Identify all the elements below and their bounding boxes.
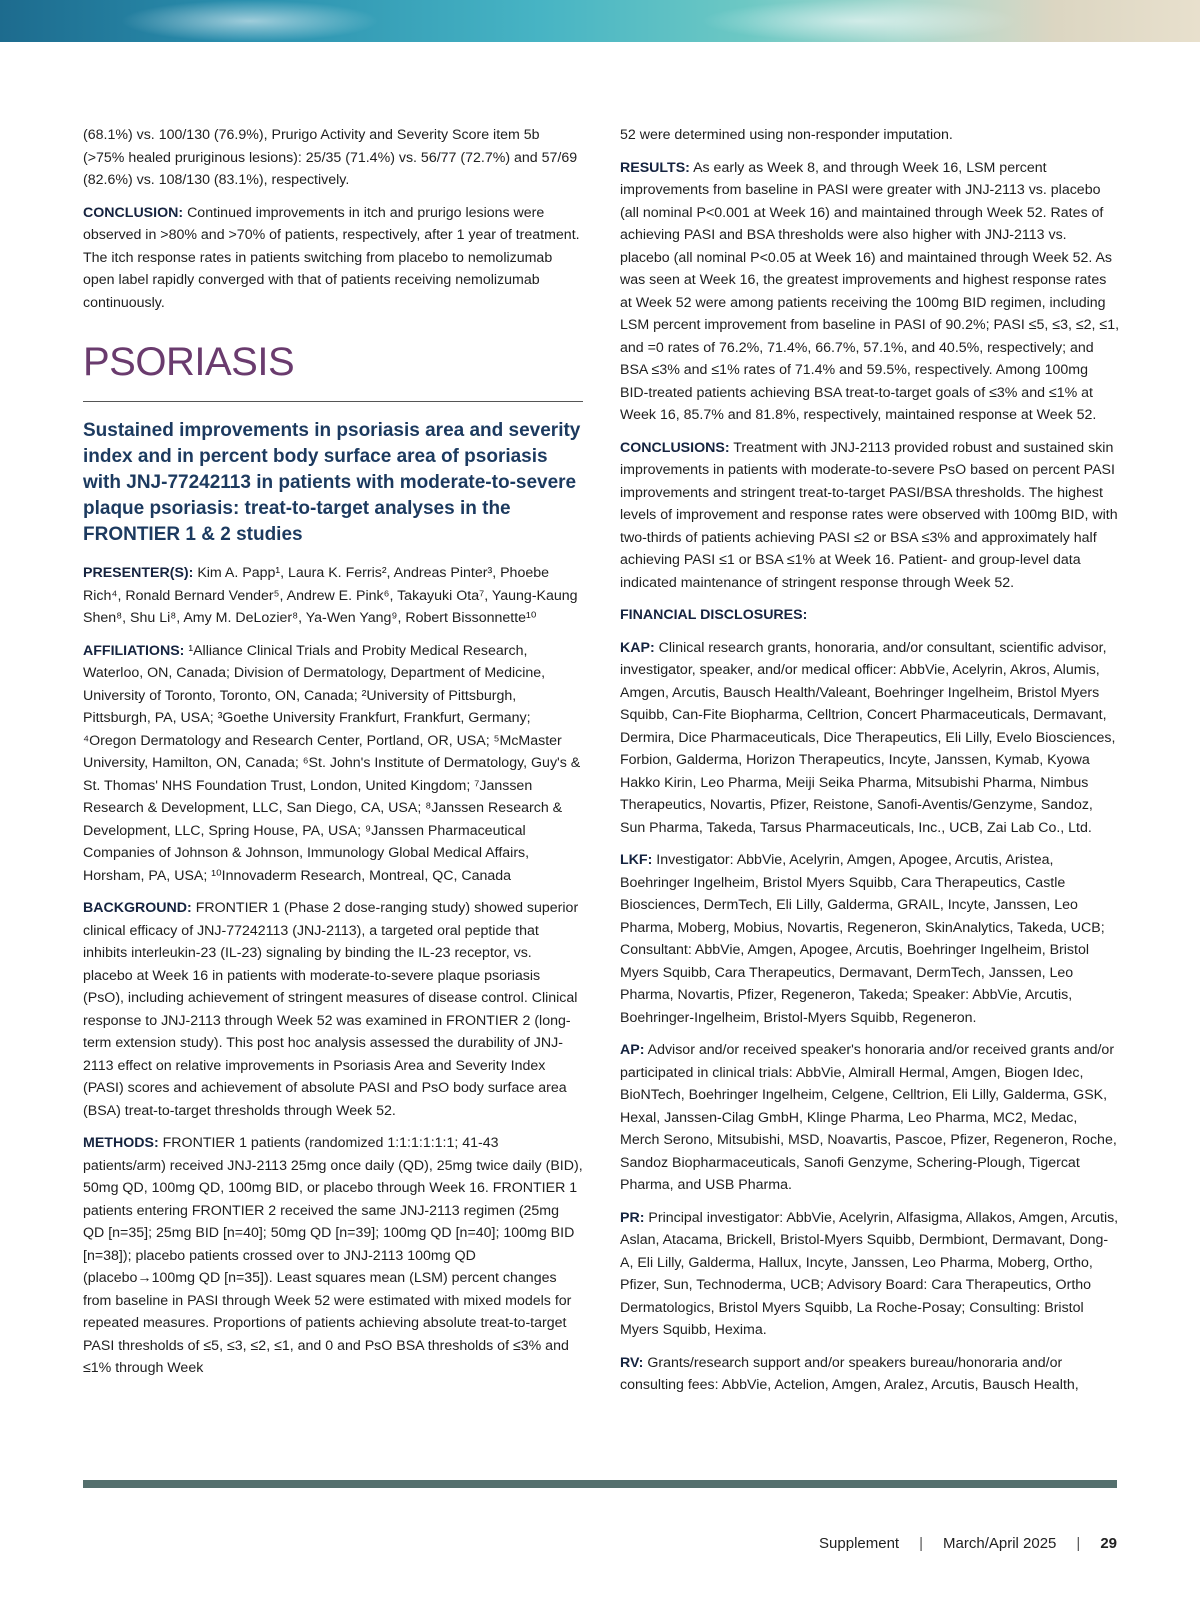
affiliations-paragraph: [83, 640, 583, 888]
methods-label: METHODS:: [83, 1135, 159, 1151]
results-paragraph: [620, 157, 1120, 427]
lkf-label: LKF:: [620, 852, 653, 868]
kap-text: Clinical research grants, honoraria, and/or consultant, scientific advisor, investigator, speaker, and/or medical officer: AbbVie, Acelyrin, Akros, Alumis, Amgen, Arcutis, Bausch Health/Valeant, Boehringer Ingelheim, Bristol Myers Squibb, Can-Fite Biopharma, Celltrion, Concert Pharmaceuticals, Dermavant, Dermira, Dice Pharmaceuticals, Dice Therapeutics, Eli Lilly, Evelo Biosciences, Forbion, Galderma, Horizon Therapeutics, Incyte, Janssen, Kymab, Kyowa Hakko Kirin, Leo Pharma, Meiji Seika Pharma, Mitsubishi Pharma, Nimbus Therapeutics, Novartis, Pfizer, Reistone, Sanofi-Aventis/Genzyme, Sandoz, Sun Pharma, Takeda, Tarsus Pharmaceuticals, Inc., UCB, Zai Lab Co., Ltd.: [620, 639, 1116, 836]
page-footer: [819, 1535, 1117, 1552]
ap-text: Advisor and/or received speaker's honoraria and/or received grants and/or participated in clinical trials: AbbVie, Almirall Hermal, Amgen, Biogen Idec, BioNTech, Boehringer Ingelheim, Celgene, Celltrion, Eli Lilly, Galderma, GSK, Hexal, Janssen-Cilag GmbH, Klinge Pharma, Leo Pharma, MC2, Medac, Merch Serono, Mitsubishi, MSD, Noavartis, Pascoe, Pfizer, Regeneron, Roche, Sandoz Biopharmaceuticals, Sanofi Genzyme, Schering-Plough, Tigercat Pharma, and USB Pharma.: [620, 1042, 1117, 1193]
affiliations-label: AFFILIATIONS:: [83, 642, 185, 659]
conclusions-label: CONCLUSIONS:: [620, 439, 730, 456]
presenters-label: PRESENTER(S):: [83, 565, 194, 581]
section-divider: [83, 401, 583, 402]
ap-label: AP:: [620, 1042, 645, 1058]
results-label: RESULTS:: [620, 159, 690, 176]
lkf-disclosure: [620, 849, 1120, 1029]
pr-text: Principal investigator: AbbVie, Acelyrin, Alfasigma, Allakos, Amgen, Arcutis, Aslan, Atacama, Brickell, Bristol-Myers Squibb, Dermbiont, Dermavant, Dong-A, Eli Lilly, Galderma, Hallux, Incyte, Janssen, Leo Pharma, Moberg, Ortho, Pfizer, Sun, Technoderma, UCB; Advisory Board: Cara Therapeutics, Ortho Dermatologics, Bristol Myers Squibb, La Roche-Posay; Consulting: Bristol Myers Squibb, Hexima.: [620, 1209, 1119, 1338]
article-title: Sustained improvements in psoriasis area and severity index and in percent body surface area of psoriasis with JNJ-77242113 in patients with moderate-to-severe plaque psoriasis: treat-to-target analyses in the FRONTIER 1 & 2 studies: [83, 420, 581, 545]
presenters-paragraph: [83, 562, 583, 630]
rv-text: Grants/research support and/or speakers bureau/honoraria and/or consulting fees: AbbVie, Actelion, Amgen, Aralez, Arcutis, Bausch Health,: [620, 1354, 1079, 1393]
background-text: FRONTIER 1 (Phase 2 dose-ranging study) showed superior clinical efficacy of JNJ-77242113 (JNJ-2113), a targeted oral peptide that inhibits interleukin-23 (IL-23) signaling by binding the IL-23 receptor, vs. placebo at Week 16 in patients with moderate-to-severe plaque psoriasis (PsO), including achievement of stringent measures of disease control. Clinical response to JNJ-2113 through Week 52 was examined in FRONTIER 2 (long-term extension study). This post hoc analysis assessed the durability of JNJ-2113 effect on relative improvements in Psoriasis Area and Severity Index (PASI) scores and achievement of absolute PASI and PsO body surface area (BSA) treat-to-target thresholds through Week 52.: [83, 900, 579, 1119]
affiliations-text: ¹Alliance Clinical Trials and Probity Medical Research, Waterloo, ON, Canada; Division of Dermatology, Department of Medicine, University of Toronto, Toronto, ON, Canada; ²University of Pittsburgh, Pittsburgh, PA, USA; ³Goethe University Frankfurt, Frankfurt, Germany; ⁴Oregon Dermatology and Research Center, Portland, OR, USA; ⁵McMaster University, Hamilton, ON, Canada; ⁶St. John's Institute of Dermatology, Guy's & St. Thomas' NHS Foundation Trust, London, United Kingdom; ⁷Janssen Research & Development, LLC, San Diego, CA, USA; ⁸Janssen Research & Development, LLC, Spring House, PA, USA; ⁹Janssen Pharmaceutical Companies of Johnson & Johnson, Immunology Global Medical Affairs, Horsham, PA, USA; ¹⁰Innovaderm Research, Montreal, QC, Canada: [83, 642, 581, 884]
ap-disclosure: [620, 1039, 1120, 1197]
banner-wave-foam: [120, 0, 380, 42]
header-ocean-banner: [0, 0, 1200, 42]
banner-wave-foam: [700, 0, 1020, 42]
presenters-text: Kim A. Papp¹, Laura K. Ferris², Andreas Pinter³, Phoebe Rich⁴, Ronald Bernard Vender⁵, Andrew E. Pink⁶, Takayuki Ota⁷, Yaung-Kaung Shen⁸, Shu Li⁸, Amy M. DeLozier⁸, Ya-Wen Yang⁹, Robert Bissonnette¹⁰: [83, 565, 578, 626]
conclusions-text: Treatment with JNJ-2113 provided robust and sustained skin improvements in patients with moderate-to-severe PsO based on percent PASI improvements and stringent treat-to-target PASI/BSA thresholds. The highest levels of improvement and response rates were observed with 100mg BID, with two-thirds of patients achieving PASI ≤2 or BSA ≤3% and approximately half achieving PASI ≤1 or BSA ≤1% at Week 16. Patient- and group-level data indicated maintenance of stringent response through Week 52.: [620, 439, 1118, 591]
page-number: 29: [1100, 1535, 1117, 1552]
background-label: BACKGROUND:: [83, 900, 192, 916]
background-paragraph: [83, 897, 583, 1122]
kap-label: KAP:: [620, 639, 655, 656]
footer-separator: |: [919, 1535, 924, 1552]
footer-issue: March/April 2025: [943, 1535, 1057, 1552]
rv-label: RV:: [620, 1354, 644, 1371]
conclusion-paragraph: [83, 202, 583, 315]
kap-disclosure: [620, 637, 1120, 840]
results-text: As early as Week 8, and through Week 16, LSM percent improvements from baseline in PASI were greater with JNJ-2113 vs. placebo (all nominal P<0.001 at Week 16) and maintained through Week 52. Rates of achieving PASI and BSA thresholds were also higher with JNJ-2113 vs. placebo (all nominal P<0.05 at Week 16) and maintained through Week 52. As was seen at Week 16, the greatest improvements and highest response rates at Week 52 were among patients receiving the 100mg BID regimen, including LSM percent improvement from baseline in PASI of 90.2%; PASI ≤5, ≤3, ≤2, ≤1, and =0 rates of 76.2%, 71.4%, 66.7%, 57.1%, and 40.5%, respectively; and BSA ≤3% and ≤1% rates of 71.4% and 59.5%, respectively. Among 100mg BID-treated patients achieving BSA treat-to-target goals of ≤3% and ≤1% at Week 16, 85.7% and 81.8%, respectively, maintained response at Week 52.: [620, 159, 1120, 423]
right-column: [620, 124, 1120, 1407]
methods-text: FRONTIER 1 patients (randomized 1:1:1:1:1:1; 41-43 patients/arm) received JNJ-2113 25mg once daily (QD), 25mg twice daily (BID), 50mg QD, 100mg QD, 100mg BID, or placebo through Week 16. FRONTIER 1 patients entering FRONTIER 2 received the same JNJ-2113 regimen (25mg QD [n=35]; 25mg BID [n=40]; 50mg QD [n=39]; 100mg QD [n=40]; 100mg BID [n=38]); placebo patients crossed over to JNJ-2113 100mg QD (placebo→100mg QD [n=35]). Least squares mean (LSM) percent changes from baseline in PASI through Week 52 were estimated with mixed models for repeated measures. Proportions of patients achieving absolute treat-to-target PASI thresholds of ≤5, ≤3, ≤2, ≤1, and 0 and PsO BSA thresholds of ≤3% and ≤1% through Week: [83, 1135, 583, 1376]
footer-rule: [83, 1480, 1117, 1488]
lkf-text: Investigator: AbbVie, Acelyrin, Amgen, Apogee, Arcutis, Aristea, Boehringer Ingelheim, Bristol Myers Squibb, Cara Therapeutics, Castle Biosciences, DermTech, Eli Lilly, Galderma, GRAIL, Incyte, Janssen, Leo Pharma, Moberg, Mobius, Novartis, Regeneron, SkinAnalytics, Takeda, UCB; Consultant: AbbVie, Amgen, Apogee, Arcutis, Boehringer Ingelheim, Bristol Myers Squibb, Cara Therapeutics, Dermavant, DermTech, Janssen, Leo Pharma, Novartis, Pfizer, Regeneron, Takeda; Speaker: AbbVie, Arcutis, Boehringer-Ingelheim, Bristol-Myers Squibb, Regeneron.: [620, 852, 1105, 1026]
left-column: [83, 124, 583, 1390]
pr-disclosure: [620, 1207, 1120, 1342]
methods-paragraph: [83, 1132, 583, 1380]
section-title: PSORIASIS: [83, 340, 295, 384]
footer-publication: Supplement: [819, 1535, 900, 1552]
continued-text: (68.1%) vs. 100/130 (76.9%), Prurigo Activity and Severity Score item 5b (>75% healed pruriginous lesions): 25/35 (71.4%) vs. 56/77 (72.7%) and 57/69 (82.6%) vs. 108/130 (83.1%), respectively.: [83, 127, 578, 188]
pr-label: PR:: [620, 1209, 645, 1226]
conclusion-text: Continued improvements in itch and prurigo lesions were observed in >80% and >70% of patients, respectively, after 1 year of treatment. The itch response rates in patients switching from placebo to nemolizumab open label rapidly converged with that of patients receiving nemolizumab continuously.: [83, 204, 580, 311]
continued-text: 52 were determined using non-responder imputation.: [620, 127, 953, 143]
conclusions-paragraph: [620, 437, 1120, 595]
conclusion-label: CONCLUSION:: [83, 204, 184, 221]
footer-separator: |: [1076, 1535, 1081, 1552]
rv-disclosure: [620, 1352, 1120, 1397]
financial-disclosures-heading: FINANCIAL DISCLOSURES:: [620, 607, 808, 623]
